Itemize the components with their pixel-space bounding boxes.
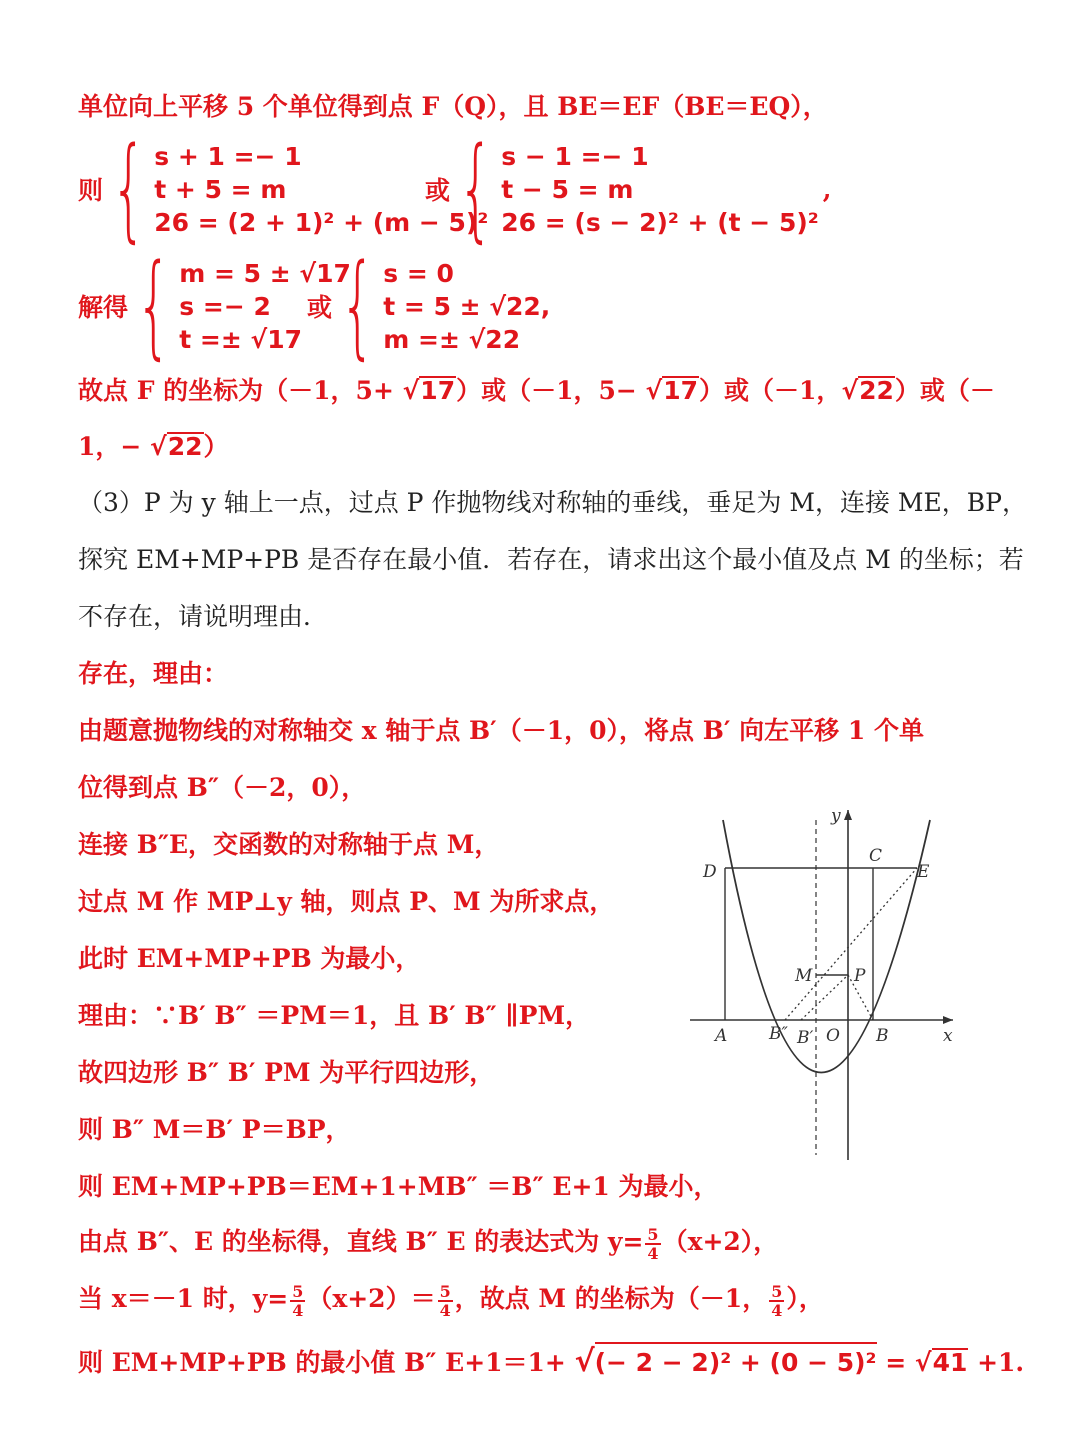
label-x: x (943, 1026, 953, 1046)
answer-text: 由点 B″、E 的坐标得，直线 B″ E 的表达式为 y= (78, 1227, 644, 1256)
label-M: M (795, 966, 813, 986)
equation-row: s =− 2 (179, 291, 271, 321)
label-y: y (831, 806, 841, 826)
radicand: (− 2 − 2)² + (0 − 5)² (595, 1342, 877, 1380)
question-line-2: 探究 EM+MP+PB 是否存在最小值．若存在，请求出这个最小值及点 M 的坐标；若 (78, 545, 1024, 574)
coords-text: ）或（－1，5− (456, 376, 646, 405)
fraction (290, 1283, 305, 1319)
system-prefix: 解得 (78, 293, 129, 322)
system-connector: 或 (307, 293, 333, 322)
coords-line-1: 故点 F 的坐标为（－1，5+ √17）或（－1，5− √17）或（－1，√22）或（－ (78, 376, 995, 405)
answer-line-5: 过点 M 作 MP⊥y 轴，则点 P、M 为所求点， (78, 887, 615, 916)
fraction (769, 1283, 784, 1319)
equation-row: t + 5 = m (154, 174, 287, 204)
brace: { (135, 241, 172, 371)
denominator: 4 (647, 1243, 659, 1263)
label-A: A (715, 1026, 728, 1046)
fraction (438, 1283, 453, 1319)
equation-row: m = 5 ± √17 (179, 258, 351, 288)
label-D: D (703, 862, 717, 882)
brace: { (110, 124, 147, 254)
system-prefix: 则 (78, 176, 104, 205)
label-B1: B′ (797, 1028, 814, 1048)
fraction (645, 1226, 660, 1262)
system-connector: 或 (425, 176, 451, 205)
answer-line-7: 理由：∵B′ B″ ＝PM＝1，且 B′ B″ ∥PM， (78, 1001, 591, 1030)
numerator: 5 (292, 1281, 304, 1301)
question-line-1: （3）P 为 y 轴上一点，过点 P 作抛物线对称轴的垂线，垂足为 M，连接 ME，BP， (78, 488, 1027, 517)
answer-line-2: 由题意抛物线的对称轴交 x 轴于点 B′（－1，0），将点 B′ 向左平移 1 个单 (78, 716, 924, 745)
brace: { (457, 124, 494, 254)
coords-line-2: 1，− √22） (78, 432, 229, 461)
coords-text: ）或（－ (894, 376, 995, 405)
x-axis-arrow-icon (943, 1016, 953, 1024)
equation-row: s + 1 =− 1 (154, 141, 302, 171)
answer-line-8: 故四边形 B″ B′ PM 为平行四边形， (78, 1058, 495, 1087)
answer-text: （x+2）， (662, 1227, 779, 1256)
label-C: C (869, 846, 883, 866)
equation-row: s = 0 (383, 258, 454, 288)
label-B: B (876, 1026, 889, 1046)
coords-text: ） (203, 432, 229, 461)
radicand: 17 (663, 376, 699, 405)
y-axis-arrow-icon (844, 810, 852, 820)
radicand: 17 (420, 376, 456, 405)
answer-text: ）， (786, 1284, 824, 1313)
question-line-3: 不存在，请说明理由． (78, 602, 329, 631)
answer-line-4: 连接 B″E，交函数的对称轴于点 M， (78, 830, 500, 859)
equation-row: 26 = (s − 2)² + (t − 5)² (501, 207, 819, 237)
numerator: 5 (771, 1281, 783, 1301)
coords-text: 1，− (78, 432, 151, 461)
equation-system-1b (425, 124, 832, 254)
denominator: 4 (439, 1300, 451, 1320)
answer-line-12 (78, 1282, 824, 1319)
answer-text: 当 x＝－1 时，y= (78, 1284, 289, 1313)
parabola-diagram (685, 805, 960, 1165)
equation-row: t = 5 ± √22, (383, 291, 551, 321)
answer-line-1: 存在，理由： (78, 659, 229, 688)
answer-line-13: 则 EM+MP+PB 的最小值 B″ E+1＝1+ √(− 2 − 2)² + (0 − 5)² = √41 +1. (78, 1344, 1025, 1379)
label-P: P (854, 966, 866, 986)
equation-system-2b (307, 241, 551, 371)
answer-line-10: 则 EM+MP+PB＝EM+1+MB″ ＝B″ E+1 为最小， (78, 1172, 719, 1201)
answer-line-6: 此时 EM+MP+PB 为最小， (78, 944, 421, 973)
answer-text: 则 EM+MP+PB 的最小值 B″ E+1＝1+ (78, 1348, 575, 1377)
coords-text: ）或（－1， (699, 376, 842, 405)
equation-row: 26 = (2 + 1)² + (m − 5)² (154, 207, 489, 237)
equals-sign: = (876, 1348, 915, 1377)
system-suffix: , (822, 174, 832, 204)
coords-text: 故点 F 的坐标为（－1，5+ (78, 376, 403, 405)
brace: { (339, 241, 376, 371)
radicand: 41 (932, 1348, 968, 1377)
denominator: 4 (771, 1300, 783, 1320)
answer-line-3: 位得到点 B″（－2，0）， (78, 773, 367, 802)
equation-row: t =± √17 (179, 324, 302, 354)
equation-row: m =± √22 (383, 324, 521, 354)
denominator: 4 (292, 1300, 304, 1320)
radicand: 22 (859, 376, 894, 405)
answer-text: （x+2）＝ (307, 1284, 436, 1313)
answer-text: ，故点 M 的坐标为（－1， (454, 1284, 768, 1313)
answer-line-9: 则 B″ M＝B′ P＝BP， (78, 1115, 351, 1144)
numerator: 5 (439, 1281, 451, 1301)
equation-row: s − 1 =− 1 (501, 141, 649, 171)
radicand: 22 (167, 432, 203, 461)
answer-line-11 (78, 1225, 778, 1262)
label-O: O (826, 1026, 840, 1046)
label-B2: B″ (769, 1024, 788, 1044)
equation-row: t − 5 = m (501, 174, 634, 204)
answer-text: +1. (968, 1348, 1025, 1377)
numerator: 5 (647, 1224, 659, 1244)
label-E: E (917, 862, 930, 882)
text-line-1: 单位向上平移 5 个单位得到点 F（Q），且 BE＝EF（BE＝EQ）， (78, 92, 828, 121)
